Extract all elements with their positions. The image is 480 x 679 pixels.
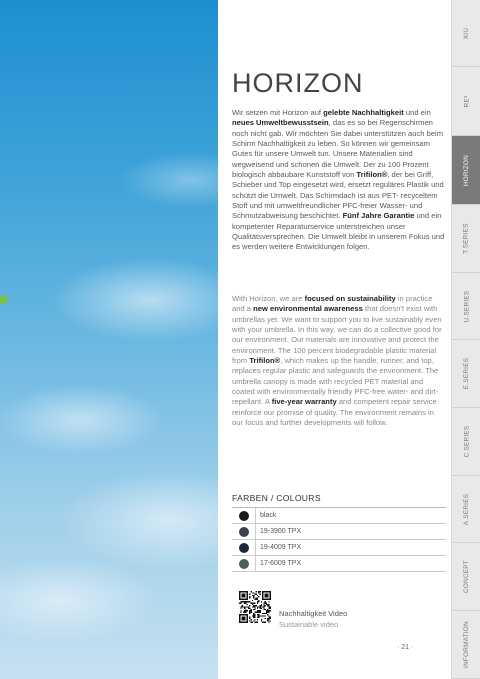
description-english: [232, 294, 446, 428]
video-label-german[interactable]: Nachhaltigkeit Video: [279, 609, 348, 618]
colour-row: [232, 540, 446, 556]
colour-swatch: [239, 511, 249, 521]
tab-t-series[interactable]: [452, 205, 480, 273]
swatch-cell: [232, 524, 256, 540]
page-title: HORIZON: [232, 68, 364, 98]
colour-swatch: [239, 543, 249, 553]
tab-label: U.SERIES: [463, 290, 471, 322]
swatch-cell: [232, 556, 256, 572]
swatch-cell: [232, 540, 256, 556]
colours-title: FARBEN / COLOURS: [232, 493, 446, 508]
tab-label: RE³: [463, 95, 470, 107]
colour-name: black: [260, 512, 277, 519]
bold-text: Fünf Jahre Garantie: [342, 211, 415, 221]
tab-xiu[interactable]: [452, 0, 480, 67]
tab-re-[interactable]: [452, 67, 480, 136]
tab-concept[interactable]: [452, 543, 480, 611]
text-run: and competent repair service reinforce our promise of quality. The environment remains in our focus and further developments will follow.: [232, 397, 437, 428]
colour-row: [232, 508, 446, 524]
swatch-cell: [232, 508, 256, 524]
text-run: With Horizon, we are: [232, 294, 305, 303]
colour-swatch: [239, 527, 249, 537]
tab-e-series[interactable]: [452, 340, 480, 408]
page-number: · 21 ·: [397, 644, 414, 651]
colours-table: [232, 493, 446, 572]
description-german: [232, 108, 446, 253]
tab-label: T.SERIES: [463, 223, 470, 254]
bold-text: five-year warranty: [271, 397, 337, 407]
tab-label: E.SERIES: [463, 357, 471, 390]
bold-text: neues Umweltbewusstsein: [232, 118, 329, 128]
tab-horizon[interactable]: [452, 136, 480, 205]
text-run: und ein kompetenter Reparaturservice unterstreichen unser Qualitätsversprechen. Die Umwelt bleibt in unserem Fokus und es werden weitere Entwicklungen folgen.: [232, 211, 445, 252]
tab-a-series[interactable]: [452, 476, 480, 543]
tab-information[interactable]: [452, 611, 480, 679]
tab-label: HORIZON: [463, 154, 471, 186]
bold-text: Trifilon®: [249, 356, 281, 366]
section-tab-strip: [451, 0, 480, 679]
text-run: und ein: [403, 108, 431, 117]
colour-row: [232, 556, 446, 572]
text-run: in practice and a: [232, 294, 433, 314]
bold-text: new environmental awareness: [253, 304, 363, 314]
bold-text: focused on sustainability: [304, 294, 396, 303]
video-label-english[interactable]: Sustainable video: [279, 620, 339, 629]
tab-label: INFORMATION: [463, 621, 471, 668]
qr-code-icon[interactable]: [239, 591, 271, 623]
text-run: that doesn't exist with umbrellas yet. We want to support you to live sustainably even with your umbrella. In this way, we can do a collective good for our environment. Our materials are innovative and protect the environment. The 100 percent biodegradable plastic material from: [232, 304, 442, 366]
tab-c-series[interactable]: [452, 408, 480, 476]
text-run: , das es so bei Regenschirmen noch nicht gab. Wir möchten Sie dabei unterstützen auch beim Schirm Nachhaltigkeit zu leben. So können wir gemeinsam Gutes für unsere Umwelt tun. Unsere Materialien sind wegweisend und schonen die Umwelt. Der zu 100 Prozent biologisch abbaubare Kunststoff von: [232, 118, 444, 180]
colour-swatch: [239, 559, 249, 569]
tab-label: CONCEPT: [463, 560, 471, 593]
bold-text: Trifilon®: [356, 170, 388, 180]
tab-label: XIU: [463, 27, 470, 39]
tab-label: C.SERIES: [463, 425, 471, 458]
text-run: , which makes up the handle, runner, and top, replaces regular plastic and safeguards the environment. The umbrella canopy is made with recycled PET material and coated with environmentally friendly PFC-free water- and dirt-repellant. A: [232, 356, 439, 407]
colour-name: 19-4009 TPX: [260, 544, 302, 551]
colour-name: 19-3900 TPX: [260, 528, 302, 535]
colour-row: [232, 524, 446, 540]
text-run: , der bei Griff, Schieber und Top eingesetzt wird, ersetzt reguläres Plastik und schützt die Umwelt. Das Schirmdach ist aus PET- recyceltem Stoff und mit umweltfreundlicher PFC-freier Wasser- und Schmutzabweisung beschichtet.: [232, 170, 444, 221]
bold-text: gelebte Nachhaltigkeit: [323, 108, 404, 117]
tab-label: A.SERIES: [463, 493, 471, 525]
tab-u-series[interactable]: [452, 273, 480, 340]
colour-name: 17-6009 TPX: [260, 560, 302, 567]
sky-photo: [0, 0, 218, 679]
text-run: Wir setzen mit Horizon auf: [232, 108, 324, 117]
